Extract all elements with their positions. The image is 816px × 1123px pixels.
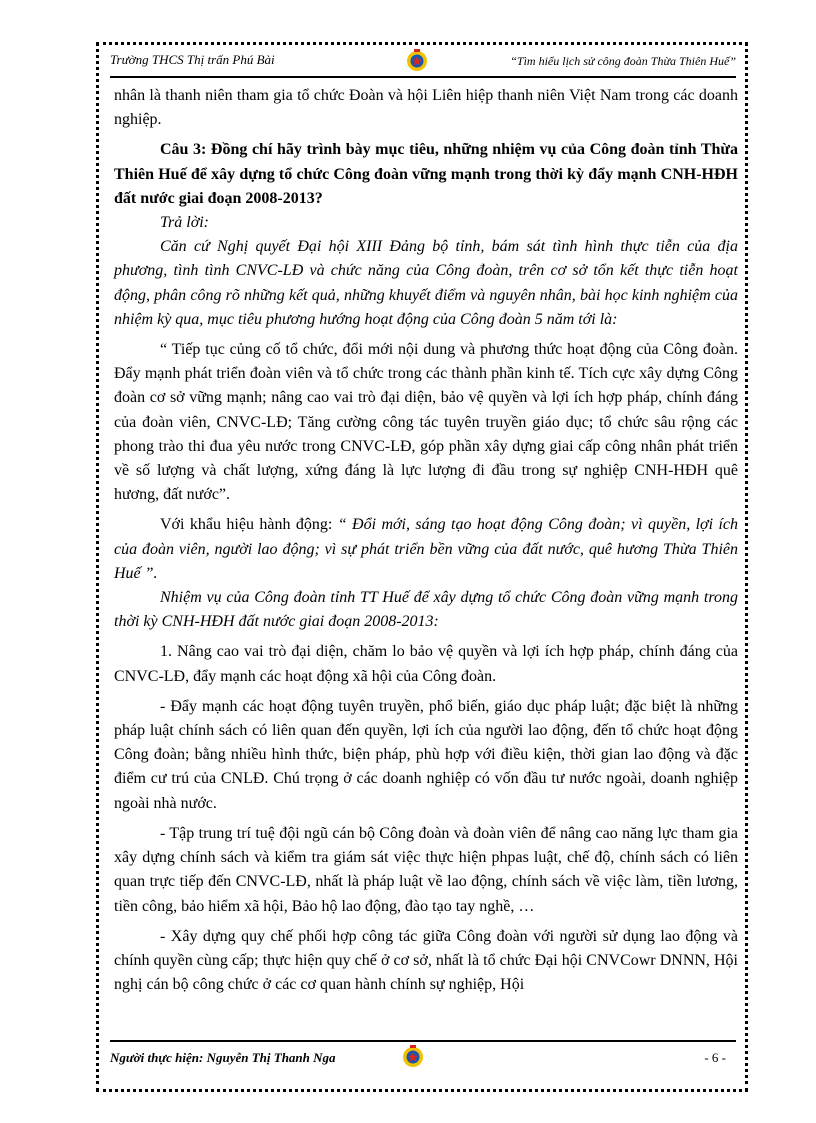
list-item: - Xây dựng quy chế phối hợp công tác giữa Công đoàn với người sử dụng lao động và chính quyền cùng cấp; thực hiện quy chế ở cơ sở, nhất là tổ chức Đại hội CNVCowr DNNN, Hội nghị cán bộ công chức ở các cơ quan hành chính sự nghiệp, Hội bbox=[114, 927, 738, 994]
document-body bbox=[114, 84, 738, 997]
footer-rule bbox=[110, 1040, 736, 1042]
page-footer bbox=[110, 1044, 736, 1074]
quote-paragraph: “ Tiếp tục củng cố tổ chức, đổi mới nội dung và phương thức hoạt động của Công đoàn. Đẩy mạnh phát triển đoàn viên và tổ chức trong các thành phần kinh tế. Tích cực xây dựng Công đoàn cơ sở vững mạnh; nâng cao vai trò đại diện, bảo vệ quyền và lợi ích hợp pháp, chính đáng của đoàn viên, CNVC-LĐ; Tăng cường công tác tuyên truyền giáo dục; tổ chức sâu rộng các phong trào thi đua yêu nước trong CNVC-LĐ, góp phần xây dựng giai cấp công nhân phát triển về số lượng và chất lượng, xứng đáng là lực lượng đi đầu trong sự nghiệp CNH-HĐH quê hương, đất nước”. bbox=[114, 341, 738, 504]
question-heading: Câu 3: Đồng chí hãy trình bày mục tiêu, những nhiệm vụ của Công đoàn tỉnh Thừa Thiên Huế để xây dựng tổ chức Công đoàn vững mạnh trong thời kỳ đẩy mạnh CNH-HĐH đất nước giai đoạn 2008-2013? bbox=[114, 141, 738, 207]
answer-label: Trả lời: bbox=[160, 214, 209, 232]
list-item: - Đẩy mạnh các hoạt động tuyên truyền, phổ biến, giáo dục pháp luật; đặc biệt là những pháp luật chính sách có liên quan đến quyền, lợi ích của người lao động, đến tổ chức hoạt động Công đoàn; bằng nhiều hình thức, biện pháp, phù hợp với điều kiện, thời gian lao động và đặc điểm cư trú của CNLĐ. Chú trọng ở các doanh nghiệp có vốn đầu tư nước ngoài, doanh nghiệp ngoài nhà nước. bbox=[114, 697, 738, 812]
slogan-paragraph bbox=[114, 513, 738, 586]
intro-paragraph: Căn cứ Nghị quyết Đại hội XIII Đảng bộ tỉnh, bám sát tình hình thực tiễn của địa phương, tình tình CNVC-LĐ và chức năng của Công đoàn, trên cơ sở tổn kết thực tiễn hoạt động, phân công rõ những kết quả, những khuyết điểm và nguyên nhân, bài học kinh nghiệm của nhiệm kỳ qua, mục tiêu phương hướng hoạt động của Công đoàn 5 năm tới là: bbox=[114, 238, 738, 328]
tasks-heading: Nhiệm vụ của Công đoàn tỉnh TT Huế để xây dựng tổ chức Công đoàn vững mạnh trong thời kỳ CNH-HĐH đất nước giai đoạn 2008-2013: bbox=[114, 589, 738, 631]
paragraph-continued: nhân là thanh niên tham gia tổ chức Đoàn và hội Liên hiệp thanh niên Việt Nam trong các doanh nghiệp. bbox=[114, 87, 738, 129]
slogan-prefix: Với khẩu hiệu hành động: bbox=[160, 516, 338, 534]
header-school: Trường THCS Thị trấn Phú Bài bbox=[110, 52, 275, 67]
task-item-1: 1. Nâng cao vai trò đại diện, chăm lo bảo vệ quyền và lợi ích hợp pháp, chính đáng của CNVC-LĐ, đẩy mạnh các hoạt động xã hội của Công đoàn. bbox=[114, 643, 738, 685]
header-rule bbox=[110, 76, 736, 78]
footer-author: Người thực hiện: Nguyễn Thị Thanh Nga bbox=[110, 1050, 336, 1065]
list-item: - Tập trung trí tuệ đội ngũ cán bộ Công đoàn và đoàn viên để nâng cao năng lực tham gia xây dựng chính sách và kiểm tra giám sát việc thực hiện phpas luật, chế độ, chính sách có liên quan trực tiếp đến CNVC-LĐ, nhất là pháp luật về lao động, chính sách về việc làm, tiền lương, tiền công, bảo hiểm xã hội, Bảo hộ lao động, đào tạo tay nghề, … bbox=[114, 824, 738, 915]
trade-union-emblem-icon bbox=[406, 48, 428, 74]
trade-union-emblem-icon bbox=[402, 1044, 424, 1070]
header-title: “Tìm hiểu lịch sử công đoàn Thừa Thiên Huế” bbox=[510, 54, 736, 68]
slogan-text: “ Đổi mới, sáng tạo hoạt động Công đoàn; vì quyền, lợi ích của đoàn viên, người lao động; vì sự phát triển bền vững của đất nước, quê hương Thừa Thiên Huế ”. bbox=[114, 516, 739, 582]
page-header bbox=[110, 48, 736, 78]
page-number: - 6 - bbox=[704, 1050, 726, 1065]
